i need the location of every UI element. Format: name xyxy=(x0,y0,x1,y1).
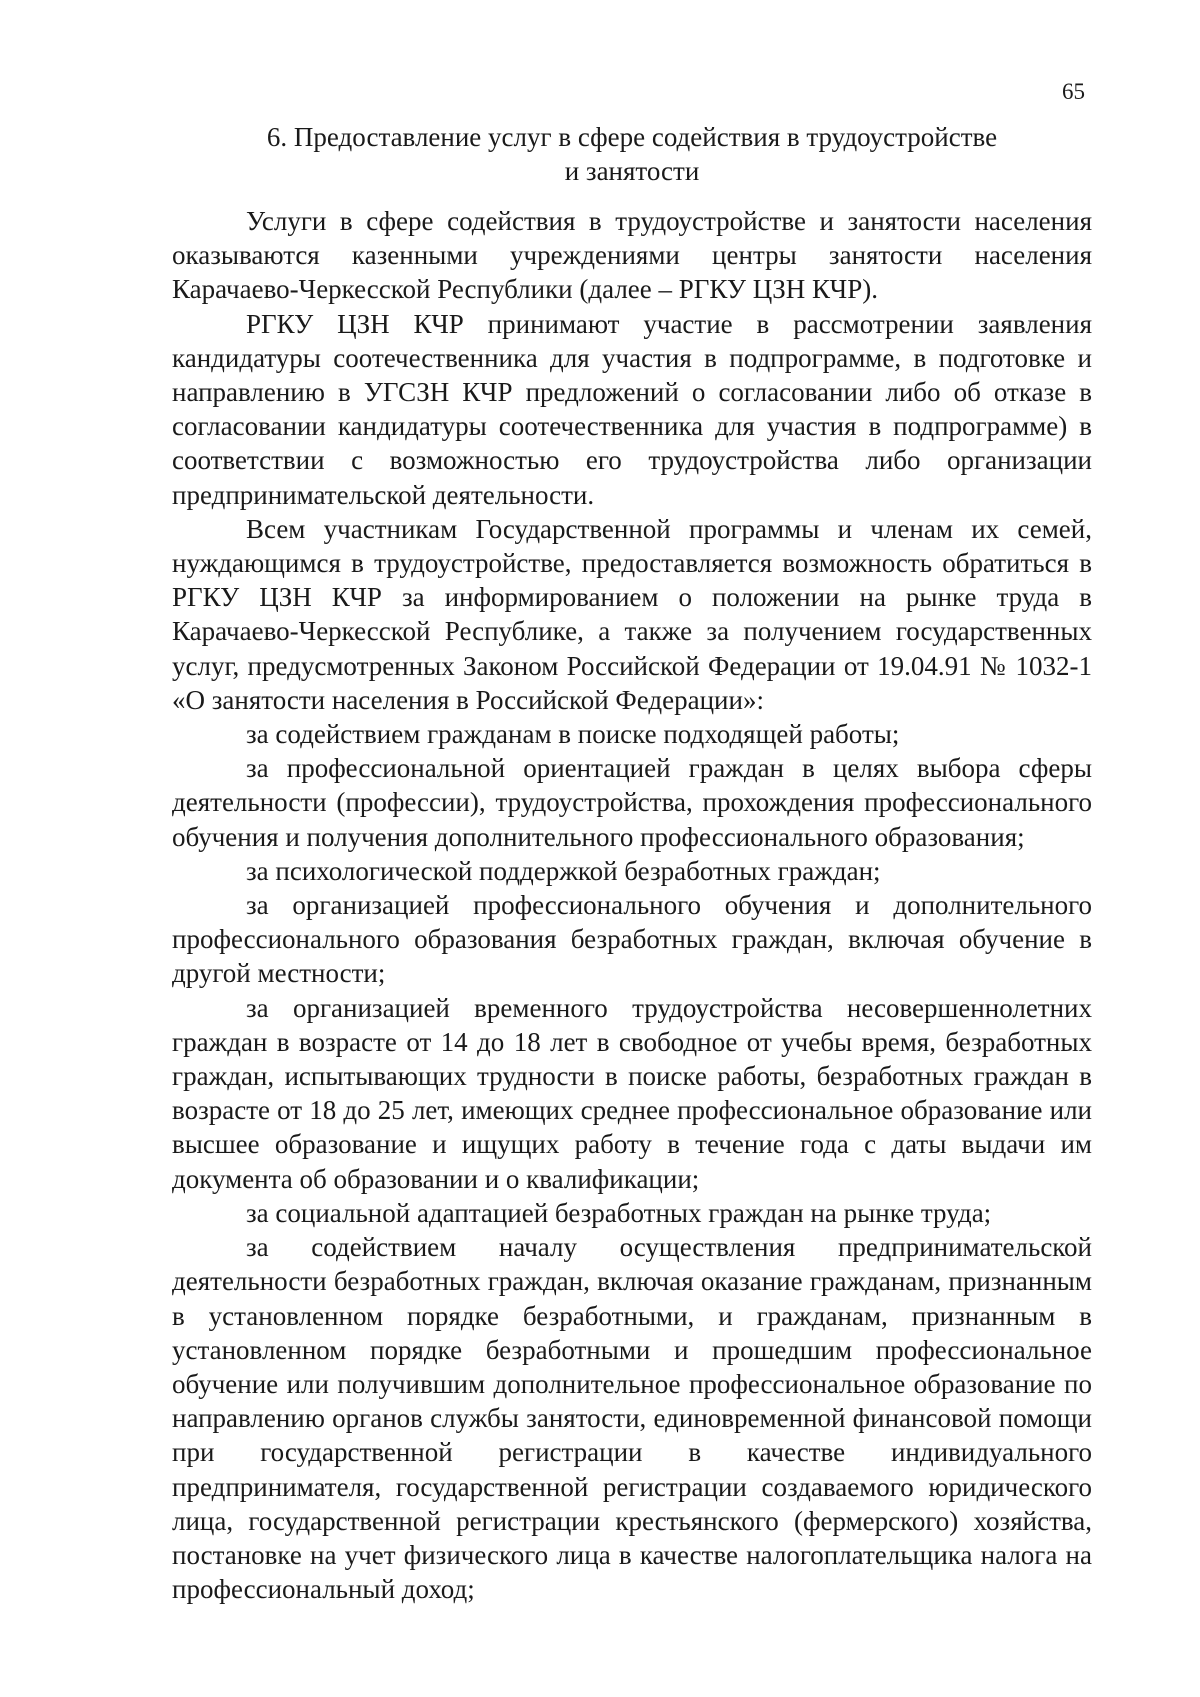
paragraph-rgku-role: РГКУ ЦЗН КЧР принимают участие в рассмотрении заявления кандидатуры соотечественника для участия в подпрограмме, в подготовке и направлению в УГСЗН КЧР предложений о согласовании либо об отказе в согласовании кандидатуры соотечественника для участия в подпрограмме) в соответствии с возможностью его трудоустройства либо организации предпринимательской деятельности. xyxy=(172,308,1092,510)
list-item-psychological-support: за психологической поддержкой безработных граждан; xyxy=(246,855,881,886)
section-heading xyxy=(172,120,1092,188)
page-number: 65 xyxy=(1062,79,1085,104)
list-item-vocational-training: за организацией профессионального обучения и дополнительного профессионального образования безработных граждан, включая обучение в другой местности; xyxy=(172,890,1092,989)
list-item-entrepreneurship: за содействием началу осуществления предпринимательской деятельности безработных граждан, включая оказание гражданам, признанным в установленном порядке безработными, и гражданам, признанным в установленном порядке безработными и прошедшим профессиональное обучение или получившим дополнительное профессиональное образование по направлению органов службы занятости, единовременной финансовой помощи при государственной регистрации в качестве индивидуального предпринимателя, государственной регистрации создаваемого юридического лица, государственной регистрации крестьянского (фермерского) хозяйства, постановке на учет физического лица в качестве налогоплательщика налога на профессиональный доход; xyxy=(172,1232,1092,1605)
list-item-social-adaptation: за социальной адаптацией безработных граждан на рынке труда; xyxy=(246,1197,992,1228)
list-item-career-guidance: за профессиональной ориентацией граждан в целях выбора сферы деятельности (профессии), трудоустройства, прохождения профессионального обучения и получения дополнительного профессионального образования; xyxy=(172,753,1092,852)
paragraph-intro: Услуги в сфере содействия в трудоустройстве и занятости населения оказываются казенными учреждениями центры занятости населения Карачаево-Черкесской Республики (далее – РГКУ ЦЗН КЧР). xyxy=(172,206,1092,305)
list-item-temporary-employment: за организацией временного трудоустройства несовершеннолетних граждан в возрасте от 14 до 18 лет в свободное от учебы время, безработных граждан, испытывающих трудности в поиске работы, безработных граждан в возрасте от 18 до 25 лет, имеющих среднее профессиональное образование или высшее образование и ищущих работу в течение года с даты выдачи им документа об образовании и о квалификации; xyxy=(172,992,1092,1194)
document-body xyxy=(172,204,1092,1606)
heading-line-2: и занятости xyxy=(564,156,700,186)
list-item-job-search: за содействием гражданам в поиске подходящей работы; xyxy=(246,719,900,750)
paragraph-participants: Всем участникам Государственной программы и членам их семей, нуждающимся в трудоустройстве, предоставляется возможность обратиться в РГКУ ЦЗН КЧР за информированием о положении на рынке труда в Карачаево-Черкесской Республике, а также за получением государственных услуг, предусмотренных Законом Российской Федерации от 19.04.91 № 1032-1 «О занятости населения в Российской Федерации»: xyxy=(172,513,1092,715)
heading-line-1: 6. Предоставление услуг в сфере содействия в трудоустройстве xyxy=(266,122,998,152)
